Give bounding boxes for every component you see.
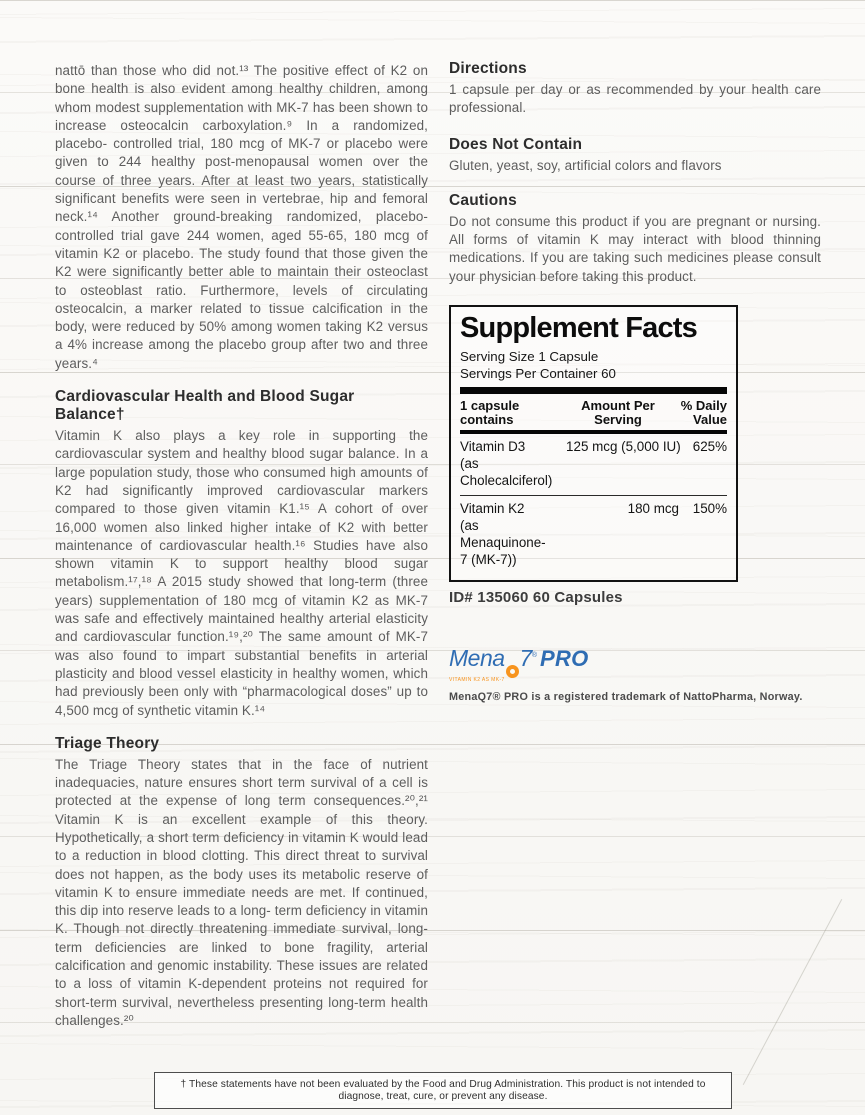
triage-heading: Triage Theory [55, 734, 160, 752]
header-capsule-contains: 1 capsule contains [460, 398, 520, 428]
cautions-text: Do not consume this product if you are pregnant or nursing. All forms of vitamin K may interact with blood thinning medications. If you are taking such medicines please consult your physician before taking this product. [449, 213, 821, 284]
logo-pro-text: PRO [540, 646, 589, 672]
left-column [55, 62, 428, 1030]
nutrient-name: Vitamin D3 [460, 439, 526, 455]
right-column [449, 60, 821, 703]
menaq7-pro-logo [449, 647, 821, 683]
nutrient-form: (as Menaquinone-7 (MK-7)) [460, 517, 546, 568]
logo-tagline: VITAMIN K2 AS MK-7 [449, 677, 505, 684]
logo-seven-text: 7 [519, 645, 532, 672]
nutrient-name: Vitamin K2 [460, 500, 525, 516]
cardio-paragraph: Vitamin K also plays a key role in supporting the cardiovascular system and healthy blood sugar balance. In a large population study, those who consumed high amounts of K2 had significantly improved cardiovascular markers compared to those given vitamin K1.¹⁵ A cohort of over 16,000 women also linked higher intake of K2 with better maintenance of cardiovascular health.¹⁶ Studies have also shown vitamin K to support healthy blood sugar metabolism.¹⁷,¹⁸ A 2015 study showed that long-term (three years) supplementation of 180 mcg of vitamin K2 as MK-7 was safe and effectively maintained healthy arterial elasticity and cardiovascular function.¹⁹,²⁰ The same amount of MK-7 was also found to impart substantial benefits in arterial plasticity and blood vessel elasticity in healthy women, which had previously been only with “pharmacological doses” up to 4,500 mcg of synthetic vitamin K.¹⁴ [55, 428, 428, 718]
cardio-heading: Cardiovascular Health and Blood Sugar Balance† [55, 388, 355, 424]
logo-mena-text: Mena [449, 645, 505, 672]
directions-text: 1 capsule per day or as recommended by your health care professional. [449, 82, 821, 116]
fact-row-vitamin-d3 [460, 434, 727, 495]
nutrient-amount: 180 mcg [627, 500, 679, 516]
serving-size: Serving Size 1 Capsule [460, 348, 599, 364]
nutrient-daily-value: 150% [692, 500, 727, 516]
header-daily-value: % Daily Value [680, 398, 727, 428]
servings-per-container: Servings Per Container 60 [460, 365, 616, 381]
logo-q-ring-icon [506, 665, 519, 678]
does-not-contain-heading: Does Not Contain [449, 135, 583, 153]
triage-paragraph: The Triage Theory states that in the face of nutrient inadequacies, nature ensures short term survival of a cell is protected at the expense of long term consequences.²⁰,²¹ Vitamin K is an excellent example of this theory. Hypothetically, a short term deficiency in vitamin K would lead to a reduction in blood clotting. This direct threat to survival does not happen, as the body uses its metabolic reserve of vitamin K to ensure immediate needs are met. If continued, this dip into reserve leads to a long- term deficiency in vitamin K. Though not directly threatening immediate survival, long-term deficiencies are linked to bone fragility, arterial calcification and genomic instability. These issues are related to a loss of vitamin K-dependent proteins not required for short-term survival, nevertheless presenting long-term health challenges.²⁰ [55, 756, 428, 1028]
product-id-line: ID# 135060 60 Capsules [449, 589, 623, 607]
nutrient-form: (as Cholecalciferol) [460, 456, 553, 489]
does-not-contain-text: Gluten, yeast, soy, artificial colors and flavors [449, 157, 722, 173]
thick-divider-bar [460, 387, 727, 394]
supplement-facts-panel [449, 305, 738, 582]
cautions-heading: Cautions [449, 191, 517, 209]
header-amount-per-serving: Amount Per Serving [581, 398, 655, 428]
nutrient-daily-value: 625% [692, 439, 727, 455]
nutrient-amount: 125 mcg (5,000 IU) [566, 439, 681, 455]
facts-header-row [460, 394, 727, 434]
fact-row-vitamin-k2 [460, 496, 727, 574]
fda-disclaimer-box: † These statements have not been evaluated by the Food and Drug Administration. This product is not intended to diagnose, treat, cure, or prevent any disease. [154, 1072, 732, 1109]
trademark-line: MenaQ7® PRO is a registered trademark of NattoPharma, Norway. [449, 691, 803, 704]
registered-mark-icon: ® [531, 652, 538, 660]
intro-paragraph: nattō than those who did not.¹³ The positive effect of K2 on bone health is also evident among healthy children, among whom modest supplementation with MK-7 has been shown to increase osteocalcin carboxylation.⁹ In a randomized, placebo- controlled trial, 180 mcg of MK-7 or placebo were given to 244 healthy post-menopausal women over the course of three years. After at least two years, statistically significant benefits were seen in vertebrae, hip and femoral neck.¹⁴ Another ground-breaking randomized, placebo-controlled trial gave 244 women, aged 55-65, 180 mcg of vitamin K2 or placebo. The study found that those given the K2 were significantly better able to maintain their osteoclast to osteoblast ratio. Furthermore, levels of circulating osteocalcin, a marker related to tissue calcification in the body, were reduced by 50% among women taking K2 versus a 4% increase among the placebo group after two and three years.⁴ [55, 63, 428, 371]
supplement-facts-title: Supplement Facts [460, 312, 697, 345]
directions-heading: Directions [449, 60, 527, 77]
wood-scratch-texture [743, 899, 842, 1085]
